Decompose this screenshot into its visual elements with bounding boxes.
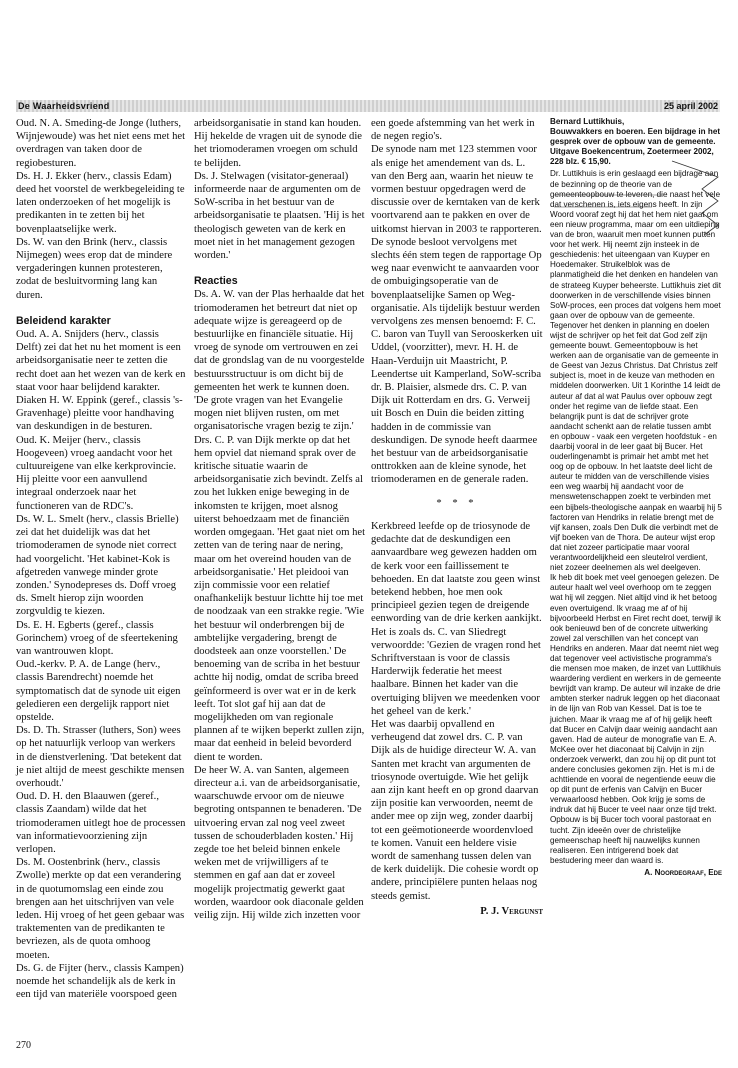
book-publisher: Uitgave Boekencentrum, Zoetermeer 2002, 228 blz. € 15,90. xyxy=(550,147,714,167)
section-divider: * * * xyxy=(436,497,478,509)
paragraph: Oud.-kerkv. P. A. de Lange (herv., classis Barendrecht) noemde het symptomatisch dat de synode uit eigen geledieren een dergelijk rapport niet opstelde. xyxy=(16,659,181,723)
paragraph: Ds. D. Th. Strasser (luthers, Son) wees op het natuurlijk verloop van werkers in de dienstverlening. 'Dat betekent dat je niet altijd de meest geschikte mensen overhoudt.' xyxy=(16,725,185,789)
paragraph: Ds. W. L. Smelt (herv., classis Brielle) zei dat het duidelijk was dat het triomoderamen de synode niet correct had voorgelicht. 'Het kabinet-Kok is afgetreden vanwege minder grote zonden.' Synodepreses ds. Doff vroeg ds. Smelt hierop zijn woorden zorgvuldig te kiezen. xyxy=(16,513,179,618)
paragraph: Tegenover het denken in planning en doelen wijst de schrijver op het feit dat God zelf zijn gemeente bouwt. Gemeentopbouw is het werken aan de organisatie van de gemeente in de Geest van Jezus Christus. Dat Christus zelf subject is, moet in de keuze van methoden en middelen doorwerken. Uit 1 Korinthe 14 leidt de auteur af dat al wat Paulus over opbouw zegt onder het regime van de liefde staat. Een belangrijk punt is dat de schrijver grote aandacht schenkt aan de relatie tussen ambt en opbouw - vaak een vergeten hoofdstuk - en daarbij vooral in de leer gaat bij Bucer. Het ouderlingenambt is primair het ambt met het oog op de opbouw. In het laatste deel licht de auteur te midden van de verschillende visies een weg waarbij hij aandacht voor de menswetenschappen zoekt te verbinden met een bijbels-theologische aanpak en waarbij hij 5 factoren van Hendriks in relatie brengt met de vijf kansen, zoals Den Dulk die verbindt met de vijf boeken van de Thora. De auteur wijst erop dat niet zozeer participatie maar vooral verantwoordelijkheid een sleutelrol verdient, niet zozeer deelnemen als wel deelgeven. xyxy=(550,320,722,573)
paragraph: Dr. Luttikhuis is erin geslaagd een bijdrage aan de bezinning op de theorie van de gemeenteopbouw te leveren, die naast het vele dat verschenen is, iets eigens heeft. In zijn Woord vooraf zegt hij dat het hem niet gaat om een nieuw programma, maar om een uitdieping van de bron, waaruit men moet kunnen putten voor het werk. Hij neemt zijn insteek in de geschiedenis: het uiteengaan van Kuyper en Hoedemaker. Struikelblok was de planmatigheid die het denken en handelen van de strateeg Kuyper beheerste. Luttikhuis ziet dit doorwerken in de verschillende visies binnen SoW-proces, een proces dat volgens hem moet gaan over de opbouw van de gemeente. xyxy=(550,169,721,320)
paragraph: Diaken H. W. Eppink (geref., classis 's-Gravenhage) pleitte voor handhaving van deskundigen in de besturen. xyxy=(16,395,183,433)
paragraph: Ds. W. van den Brink (herv., classis Nijmegen) wees erop dat de mindere vergaderingen kunnen protesteren, zodat de besluitvorming lang kan duren. xyxy=(16,236,173,301)
paragraph: De heer W. A. van Santen, algemeen directeur a.i. van de arbeidsorganisatie, waarschuwde ervoor om de nieuwe begroting ontspannen te benaderen. 'De uitvoering ervan zal nog veel zweet tussen de schouderbladen kosten.' Hij zegde toe het beleid binnen enkele weken met de vrijwilligers af te stemmen en gaf aan dat er zoveel mogelijk projectmatig gewerkt gaat worden, waardoor ook diaconale gelden veilig zijn. Hij wilde zich inzetten voor xyxy=(194,764,364,921)
author-signature: P. J. Vergunst xyxy=(480,905,543,917)
paragraph: Oud. A. A. Snijders (herv., classis Delft) zei dat het nu het moment is een arbeidsorganisatie neer te zetten die recht doet aan het wezen van de kerk en staat voor haar belijdend karakter. xyxy=(16,329,186,393)
paragraph: arbeidsorganisatie in stand kan houden. Hij hekelde de vragen uit de synode die het triomoderamen vroegen om schuld te belijden. xyxy=(194,118,362,169)
paragraph: De synode besloot vervolgens met slechts één stem tegen de rapportage Op weg naar evenwicht te aanvaarden voor de ombuigingsoperatie van de bovenplaatselijke Samen op Weg-organisatie. Als tijdelijk bestuur werden vervolgens zes mensen benoemd: F. C. C. baron van Tuyll van Serooskerken uit Uddel, (voorzitter), mevr. H. H. de Haan-Verduijn uit Maastricht, P. Leendertse uit Kamperland, SoW-scriba dr. B. Plaisier, alsmede drs. C. P. van Dijk uit Rotterdam en drs. G. Verweij uit Bosch en Duin die beiden zitting hadden in de commissie van deskundigen. De synode heeft daarmee het bestuur van de arbeidsorganisatie onttrokken aan de kleine synode, het triomoderamen en de generale raden. xyxy=(371,236,543,486)
paragraph: Ds. G. de Fijter (herv., classis Kampen) noemde het schandelijk als de kerk in een tijd van materiële voorspoed geen xyxy=(16,962,184,1001)
book-title: Bouwvakkers en boeren. Een bijdrage in het gesprek over de opbouw van de gemeente. xyxy=(550,127,721,147)
paragraph: Ds. E. H. Egberts (geref., classis Gorinchem) vroeg of de sfeertekening van wantrouwen klopt. xyxy=(16,619,178,657)
paragraph: Oud. K. Meijer (herv., classis Hoogeveen) vroeg aandacht voor het cultuureigene van elke kerkprovincie. Hij pleitte voor een aanvullend integraal onderzoek naar het functioneren van de RDC's. xyxy=(16,434,177,512)
book-info xyxy=(550,117,722,167)
paragraph: Ik heb dit boek met veel genoegen gelezen. De auteur haalt wel veel overhoop om te zeggen wat hij wil zeggen. Niet altijd vind ik het betoog even overtuigend. Ik vraag me af of hij bijvoorbeeld Herbst en Firet recht doet, terwijl ik ook benieuwd ben of de concrete uitwerking zowel zal verschillen van het concept van Hendriks en anderen. Maar dat neemt niet weg dat tegenover veel activistische programma's die mensen moe maken, de inzet van Luttikhuis waardering verdient en werkers in de gemeente bevrijdt van kramp. De auteur wil inzake de drie ambten sterker nadruk leggen op het diaconaat in de lijn van Rob van Kessel. Dat is toe te juichen. Maar ik vraag me af of hij gelijk heeft dat Bucer en Calvijn daar weinig aandacht aan gaven. Had de auteur de monografie van E. A. McKee over het diaconaat bij Calvijn in zijn onderzoek verwerkt, dan zou hij op dit punt tot andere conclusies gekomen zijn. Het is m.i de achttiende en vooral de negentiende eeuw die op dit punt de erfenis van Calvijn en Bucer verwaarloosd hebben. Ook krijg je soms de indruk dat hij Bucer te veel naar onze tijd trekt. Opbouw is bij Bucer toch vooral pastoraat en tucht. Zijn ideeën over de christelijke gemeenschap heeft hij nauwelijks kunnen realiseren. Een intrigerend boek dat bestudering meer dan waard is. xyxy=(550,573,721,865)
paragraph: een goede afstemming van het werk in de negen regio's. xyxy=(371,118,535,143)
paragraph: Ds. M. Oostenbrink (herv., classis Zwolle) merkte op dat een verandering in de quotumomslag een einde zou brengen aan het uitschrijven van vele leden. Hij vroeg of het geen gebaar was traktementen van de predikanten te bevriezen, als de quota omhoog moeten. xyxy=(16,857,185,961)
review-signature: A. Noordegraaf, Ede xyxy=(644,867,722,877)
publication-name: De Waarheidsvriend xyxy=(18,101,110,111)
section-heading: Beleidend karakter xyxy=(16,314,111,327)
book-author: Bernard Luttikhuis, xyxy=(550,117,625,126)
section-heading: Reacties xyxy=(194,275,238,288)
column-1 xyxy=(16,117,186,1001)
paragraph: Oud. N. A. Smeding-de Jonge (luthers, Wijnjewoude) was het niet eens met het overdragen van taken door de regiobesturen. xyxy=(16,118,186,169)
book-review-column xyxy=(550,117,722,878)
column-3 xyxy=(371,117,543,918)
page-number: 270 xyxy=(16,1040,31,1051)
paragraph: Kerkbreed leefde op de triosynode de gedachte dat de deskundigen een aanvaardbare weg gewezen hadden om de kerk voor een faillissement te behoeden. En dat laatste zou geen winst betekend hebben, hoe men ook principieel gezien tegen de dreigende eenwording van de drie kerken aankijkt. Het is zoals ds. C. van Sliedregt verwoordde: 'Gezien de vragen rond het Schriftverstaan is voor de classis Harderwijk federatie het meest haalbare. Binnen het kader van die overtuiging blijven we meedenken voor het geheel van de kerk.' xyxy=(371,520,542,717)
paragraph: Het was daarbij opvallend en verheugend dat zowel drs. C. P. van Dijk als de huidige directeur W. A. van Santen met kracht van argumenten de triosynode overtuigde. Wie het gelijk aan zijn kant heeft en op grond daarvan zijn positie kan verwoorden, neemt de ander mee op zijn weg, zonder daarbij tot een geëmotioneerde woordenvloed te komen. Vanuit een heldere visie wordt de samenhang tussen delen van de kerk duidelijk. Die cohesie wordt op andere, principiëlere punten helaas nog steeds gemist. xyxy=(371,718,539,902)
paragraph: Ds. A. W. van der Plas herhaalde dat het triomoderamen het betreurt dat niet op adequate wijze is gereageerd op de bestuurlijke en financiële situatie. Hij vroeg de synode om vertrouwen en zei dat de grondslag van de nu voorgestelde bestuursstructuur is om dicht bij de gemeenten het werk te kunnen doen. 'De grote vragen van het Evangelie mogen niet blijven rusten, om met organisatorische vragen bezig te zijn.' xyxy=(194,289,365,433)
page-header xyxy=(16,100,720,112)
column-2 xyxy=(194,117,366,922)
paragraph: Ds. H. J. Ekker (herv., classis Edam) deed het voorstel de werkbegeleiding te laten onderzoeken of het mogelijk is predikanten in te zetten bij het bovenplaatselijke werk. xyxy=(16,170,185,235)
paragraph: Drs. C. P. van Dijk merkte op dat het hem opviel dat niemand sprak over de kritische situatie waarin de arbeidsorganisatie zich bevindt. Zelfs al zou het lukken enige beweging in de inkomsten te krijgen, moet alsnog uiterst behoedzaam met de financiën worden omgegaan. 'Het gaat niet om het zetten van de tering naar de nering, maar om het overeind houden van de arbeidsorganisatie.' Het pleidooi van zijn commissie voor een relatief onafhankelijk bestuur lichtte hij toe met de noodzaak van een strakke regie. 'Wie het bestuur wil onderbrengen bij de ambtelijke vergadering, brengt de doodsteek aan onze voorstellen.' De benoeming van de scriba in het bestuur achtte hij nodig, omdat de scriba breed geïnformeerd is over wat er in de kerk leeft. Tot slot gaf hij aan dat de mogelijkheden om van regionale plannen af te wijken beperkt zullen zijn, maar dat eenheid in beleid bevorderd dient te worden. xyxy=(194,434,366,763)
paragraph: Ds. J. Stelwagen (visitator-generaal) informeerde naar de argumenten om de SoW-scriba in het bestuur van de arbeidsorganisatie te plaatsen. 'Hij is het theologisch geweten van de kerk en moet niet in het management gezogen worden.' xyxy=(194,170,365,262)
issue-date: 25 april 2002 xyxy=(663,101,718,111)
paragraph: De synode nam met 123 stemmen voor als enige het amendement van ds. L. van den Berg aan, waarin het nieuw te vormen bestuur opgedragen werd de discussie over de kerntaken van de kerk voortvarend aan te pakken en over de uitkomst hiervan in 2003 te rapporteren. xyxy=(371,144,542,235)
paragraph: Oud. D. H. den Blaauwen (geref., classis Zaandam) wilde dat het triomoderamen uitlegt hoe de processen van informatievoorziening zijn verlopen. xyxy=(16,791,186,855)
